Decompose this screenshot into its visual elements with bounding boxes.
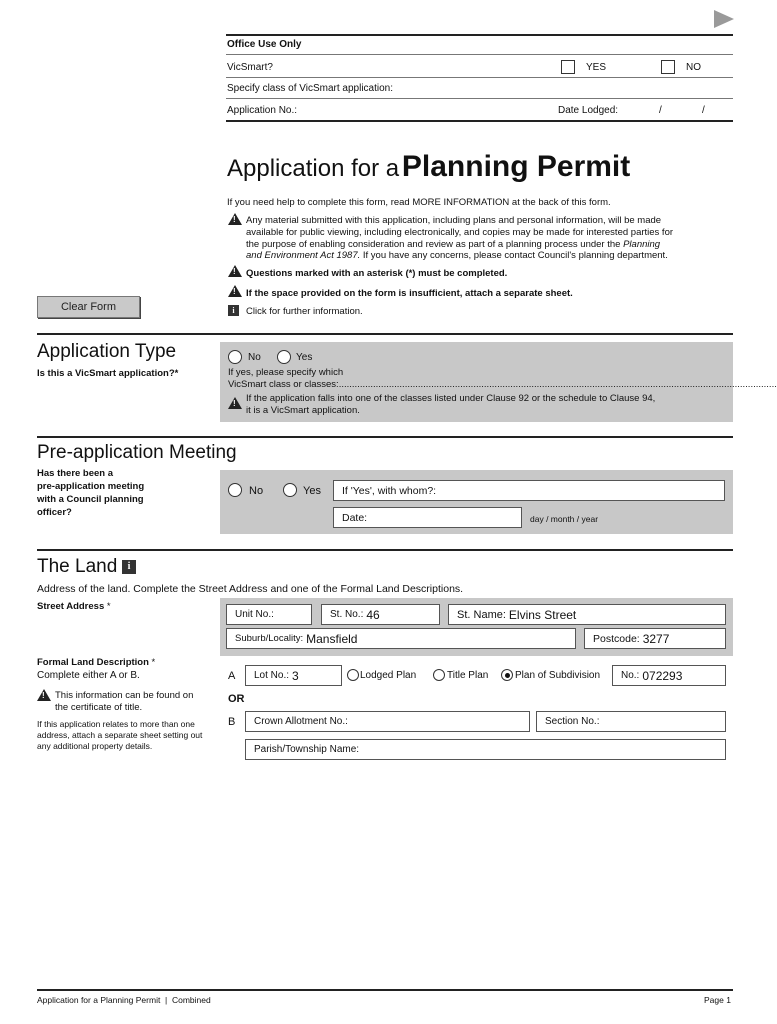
formal-description-sub: Complete either A or B. [37,670,140,681]
info-icon[interactable]: i [228,305,239,316]
office-yes-label: YES [586,62,607,73]
footer-title: Application for a Planning Permit | Combined [37,995,211,1005]
date-slash-2: / [702,105,705,116]
plan-no-field[interactable] [612,665,726,686]
preapp-no-label: No [249,485,264,497]
required-asterisk: * [106,601,111,612]
lot-no-value: 3 [292,668,299,683]
office-no-checkbox[interactable] [661,60,675,74]
warning-icon [228,285,242,297]
date-lodged-label: Date Lodged: [558,105,619,116]
title-plan-radio[interactable] [433,669,445,681]
pre-application-heading: Pre-application Meeting [37,442,237,463]
vicsmart-no-label: No [248,352,261,363]
lot-no-field[interactable] [245,665,342,686]
application-type-heading: Application Type [37,341,177,362]
meeting-date-label: Date: [342,511,368,524]
unit-no-label: Unit No.: [235,609,274,620]
postcode-field[interactable] [584,628,726,649]
warning-icon [228,265,242,277]
land-info-icon[interactable]: i [122,560,136,574]
the-land-title: The Land [37,556,118,577]
plan-of-subdivision-radio[interactable] [501,669,513,681]
clause-line-1: If the application falls into one of the classes listed under Clause 92 or the schedule to Clause 94, [246,393,656,404]
postcode-value: 3277 [642,631,670,646]
lodged-plan-radio[interactable] [347,669,359,681]
crown-allotment-field[interactable] [245,711,530,732]
street-address-text: Street Address [37,601,105,612]
asterisk-notice: Questions marked with an asterisk (*) must be completed. [246,268,508,279]
street-name-field[interactable] [448,604,726,625]
street-name-label: St. Name: [457,608,506,621]
plan-no-value: 072293 [642,668,683,683]
suburb-field[interactable] [226,628,576,649]
material-line-2: available for public viewing, including electronically, and copies may be made for interested parties for [246,227,674,238]
material-line-3b: Planning [623,239,661,250]
parish-township-label: Parish/Township Name: [254,744,360,755]
formal-description-label [37,657,155,668]
section-no-field[interactable] [536,711,726,732]
material-line-4a: and Environment Act 1987. [246,250,361,261]
suburb-label: Suburb/Locality: [235,633,304,644]
office-no-label: NO [686,62,701,73]
material-line-4 [246,250,668,261]
specify-class-line-2 [228,379,777,390]
vicsmart-yes-label: Yes [296,352,313,363]
certificate-note-2: the certificate of title. [55,702,143,713]
preapp-question-4: officer? [37,507,72,518]
preapp-question-3: with a Council planning [37,494,144,505]
office-yes-checkbox[interactable] [561,60,575,74]
preapp-no-radio[interactable] [228,483,242,497]
land-instructions: Address of the land. Complete the Street Address and one of the Formal Land Descriptions. [37,583,464,595]
vicsmart-yes-radio[interactable] [277,350,291,364]
certificate-note-1: This information can be found on [55,690,194,701]
street-address-label [37,601,111,612]
title-prefix: Application for a [227,155,400,182]
with-whom-field[interactable] [333,480,725,501]
page-title [227,150,630,184]
preapp-question-1: Has there been a [37,468,114,479]
clause-line-2: it is a VicSmart application. [246,405,360,416]
plan-no-label: No.: [621,670,640,681]
date-format-hint: day / month / year [530,514,599,524]
with-whom-label: If 'Yes', with whom?: [342,484,437,497]
street-no-label: St. No.: [330,609,364,620]
lodged-plan-label: Lodged Plan [360,670,417,681]
unit-no-field[interactable] [226,604,312,625]
warning-icon [228,397,242,409]
help-text: If you need help to complete this form, read MORE INFORMATION at the back of this form. [227,197,611,208]
vicsmart-no-radio[interactable] [228,350,242,364]
title-emphasis: Planning Permit [401,150,631,183]
the-land-heading [37,556,117,578]
option-b-label: B [228,716,236,728]
material-line-3a: the purpose of enabling consideration and review as part of a planning process under the [246,239,621,250]
multi-address-note-3: any additional property details. [37,741,153,751]
street-no-field[interactable] [321,604,440,625]
application-no-label: Application No.: [227,105,298,116]
lot-no-label: Lot No.: [254,670,290,681]
preapp-yes-label: Yes [303,485,321,497]
specify-class-label: Specify class of VicSmart application: [227,83,394,94]
preapp-yes-radio[interactable] [283,483,297,497]
formal-description-text: Formal Land Description [37,657,149,668]
material-line-1: Any material submitted with this application, including plans and personal information, will be made [246,215,662,226]
or-label: OR [228,693,245,705]
specify-class-line-2-label: VicSmart class or classes: [228,379,339,390]
footer-page-number: Page 1 [704,995,731,1005]
vicsmart-question: Is this a VicSmart application?* [37,368,179,379]
office-use-heading: Office Use Only [227,39,302,50]
section-no-label: Section No.: [545,716,600,727]
crown-allotment-label: Crown Allotment No.: [254,716,348,727]
next-page-arrow-icon[interactable] [714,10,734,28]
parish-township-field[interactable] [245,739,726,760]
suburb-value: Mansfield [306,631,358,646]
multi-address-note-2: address, attach a separate sheet setting out [37,730,203,740]
material-line-4b: If you have any concerns, please contact Council's planning department. [360,250,668,261]
material-line-3 [246,239,660,250]
plan-of-subdivision-label: Plan of Subdivision [515,670,601,681]
specify-class-line-1: If yes, please specify which [228,367,344,378]
warning-icon [228,213,242,225]
warning-icon [37,689,51,701]
space-notice: If the space provided on the form is insufficient, attach a separate sheet. [246,288,573,299]
multi-address-note-1: If this application relates to more than one [37,719,195,729]
specify-class-dots[interactable]: ...................................................................................................................................................................... [338,379,777,390]
required-asterisk: * [151,657,156,668]
street-no-value: 46 [366,607,380,622]
click-info-text: Click for further information. [246,306,363,317]
clear-form-button[interactable]: Clear Form [37,296,140,318]
meeting-date-field[interactable] [333,507,522,528]
postcode-label: Postcode: [593,632,640,645]
street-name-value: Elvins Street [508,607,577,622]
preapp-question-2: pre-application meeting [37,481,145,492]
vicsmart-label: VicSmart? [227,62,273,73]
title-plan-label: Title Plan [447,670,489,681]
option-a-label: A [228,670,236,682]
date-slash-1: / [659,105,662,116]
